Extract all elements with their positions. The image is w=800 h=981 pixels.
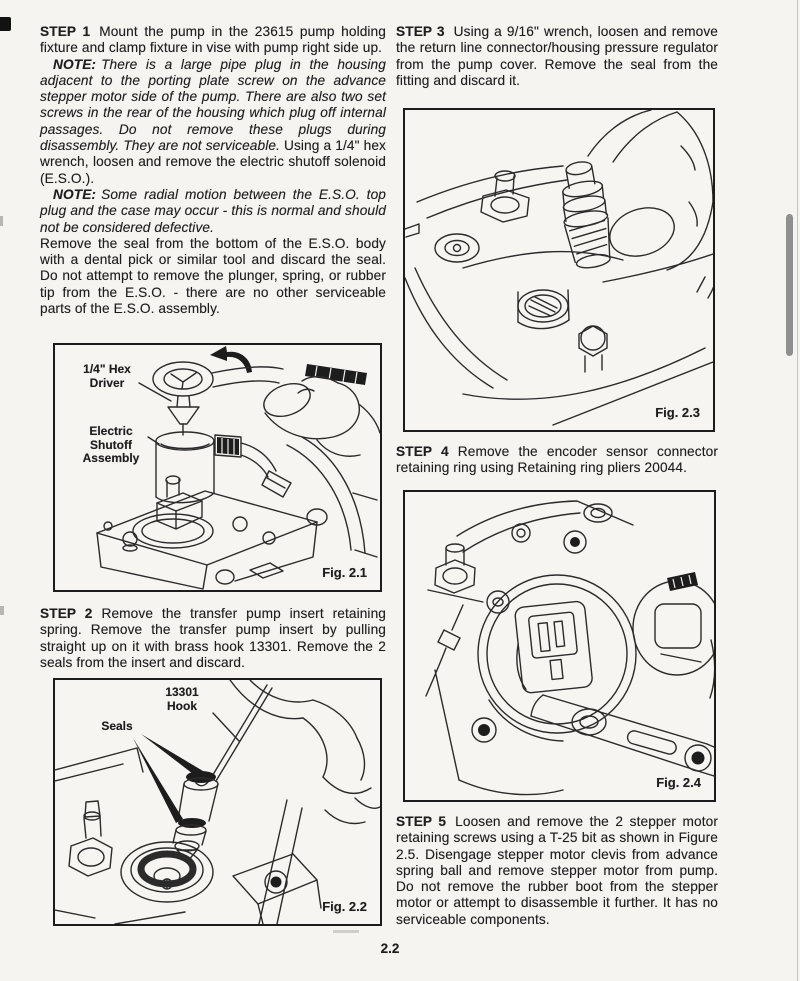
threaded-port	[518, 290, 569, 329]
fig-2-2-drawing	[55, 680, 380, 924]
ratchet-wrench	[153, 362, 283, 396]
encoder-sensor-connector	[511, 601, 593, 694]
note1-italic-text: There is a large pipe plug in the housing adjacent to the porting plate screw on the advance stepper motor side of the pump. There are also two set screws in the rear of the housing which plug off internal passages. Do not remove these plugs during disassembly. They are not serviceable.	[40, 56, 386, 154]
step3-block	[396, 24, 718, 89]
note2-italic-text: Some radial motion between the E.S.O. top plug and the case may occur - this is normal and should not be considered defective.	[40, 186, 386, 235]
top-bracket	[457, 501, 633, 553]
hook-leader-line	[213, 713, 239, 741]
note1-roman-text: Using a 1/4" hex wrench, loosen and remove the electric shutoff solenoid (E.S.O.).	[40, 138, 386, 186]
step5-block	[396, 814, 718, 928]
step2-block	[40, 606, 386, 671]
note2-paragraph	[40, 187, 386, 236]
figure-2-2-caption: Fig. 2.2	[322, 899, 367, 914]
scan-artifact-smudge	[333, 930, 359, 933]
step2-label: STEP 2	[40, 606, 93, 621]
figure-2-2	[53, 678, 382, 926]
eso-removal-paragraph: Remove the seal from the bottom of the E.S.O. body with a dental pick or similar tool and discard the seal. Do not attempt to remove the plunger, spring, or rubber tip from the E.S.O. - there are no other serviceable parts of the E.S.O. assembly.	[40, 235, 386, 317]
step5-text: Loosen and remove the 2 stepper motor retaining screws using a T-25 bit as shown in Figure 2.5. Disengage stepper motor clevis from advance spring ball and remove stepper motor from pump. Do not remove the rubber boot from the stepper motor or attempt to disassemble it further. It has no serviceable components.	[396, 814, 718, 927]
figure-2-4	[403, 490, 716, 802]
pump-body	[97, 476, 317, 589]
figure-2-3	[403, 108, 715, 432]
return-line-connector	[554, 159, 616, 271]
scan-artifact-corner	[0, 17, 11, 31]
mount-bracket	[287, 437, 377, 557]
pliers-arm	[531, 695, 714, 776]
figure-2-1	[53, 343, 382, 592]
step5-label: STEP 5	[396, 814, 447, 829]
scrollbar-thumb[interactable]	[786, 214, 793, 356]
note2-label: NOTE:	[53, 186, 97, 202]
hand	[230, 680, 380, 824]
hex-driver-label: 1/4" Hex Driver	[83, 362, 131, 390]
figure-2-4-caption: Fig. 2.4	[656, 775, 701, 790]
note1-paragraph	[40, 57, 386, 187]
eso-cylinder	[156, 396, 214, 503]
step1-text: Mount the pump in the 23615 pump holding fixture and clamp fixture in vise with pump right side up.	[40, 24, 386, 56]
step2-text: Remove the transfer pump insert retaining spring. Remove the transfer pump insert by pulling straight up on it with brass hook 13301. Remove the 2 seals from the insert and discard.	[40, 606, 386, 670]
elbow-fitting	[241, 443, 291, 497]
step3-paragraph	[396, 24, 718, 89]
hook-label: 13301 Hook	[165, 685, 199, 713]
step3-label: STEP 3	[396, 24, 445, 39]
side-connector	[633, 572, 714, 698]
step2-paragraph	[40, 606, 386, 671]
step4-paragraph	[396, 444, 718, 477]
scan-artifact-smudge	[0, 606, 4, 615]
hand	[588, 110, 713, 270]
seals-label: Seals	[101, 719, 133, 733]
hand-grip	[259, 364, 380, 456]
step4-block	[396, 444, 718, 477]
step4-label: STEP 4	[396, 444, 449, 459]
step4-text: Remove the encoder sensor connector retaining ring using Retaining ring pliers 20044.	[396, 444, 718, 476]
page-number: 2.2	[380, 941, 400, 956]
left-column-intro	[40, 24, 386, 317]
knurled-band	[215, 435, 241, 457]
step1-label: STEP 1	[40, 24, 91, 39]
scan-artifact-smudge	[0, 216, 3, 226]
note1-label: NOTE:	[53, 56, 97, 72]
hex-nut	[69, 801, 112, 876]
housing-edges	[405, 254, 713, 425]
step5-paragraph	[396, 814, 718, 928]
figure-2-1-caption: Fig. 2.1	[322, 565, 367, 580]
page-edge-line	[797, 0, 798, 981]
electric-shutoff-label: Electric Shutoff Assembly	[82, 424, 140, 465]
fig-2-4-drawing	[405, 492, 714, 800]
figure-2-3-caption: Fig. 2.3	[655, 405, 700, 420]
step1-paragraph	[40, 24, 386, 57]
seals-leader-wedge	[133, 738, 183, 823]
fig-2-3-drawing	[405, 110, 713, 430]
step3-text: Using a 9/16" wrench, loosen and remove the return line connector/housing pressure regulator from the pump cover. Remove the seal from the fitting and discard it.	[396, 24, 718, 88]
